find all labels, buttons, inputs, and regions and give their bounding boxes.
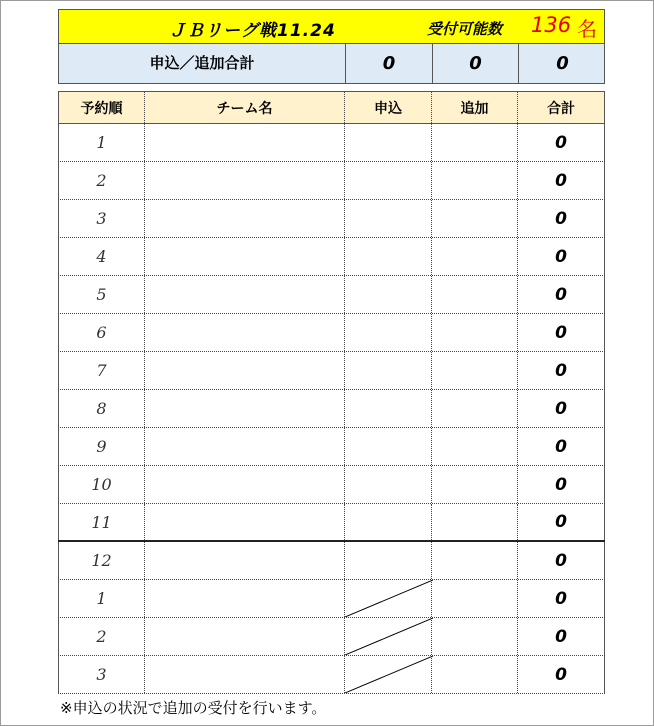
total-cell: 0: [518, 238, 605, 275]
add-cell[interactable]: [432, 580, 518, 617]
team-name-cell[interactable]: [145, 656, 345, 693]
add-cell[interactable]: [432, 352, 518, 389]
team-name-cell[interactable]: [145, 200, 345, 237]
add-cell[interactable]: [432, 200, 518, 237]
team-name-cell[interactable]: [145, 390, 345, 427]
apply-cell[interactable]: [345, 352, 432, 389]
order-cell: 1: [58, 580, 145, 617]
table-row: [58, 276, 605, 314]
order-cell: 3: [58, 656, 145, 693]
team-name-cell[interactable]: [145, 276, 345, 313]
table-row: [58, 162, 605, 200]
add-cell[interactable]: [432, 466, 518, 503]
order-cell: 11: [58, 504, 145, 540]
table-row: [58, 238, 605, 276]
apply-cell[interactable]: [345, 504, 432, 540]
footer-note: ※申込の状況で追加の受付を行います。: [60, 699, 327, 717]
apply-cell[interactable]: [345, 124, 432, 161]
team-name-cell[interactable]: [145, 314, 345, 351]
order-cell: 6: [58, 314, 145, 351]
apply-cell[interactable]: [345, 428, 432, 465]
table-row: [58, 504, 605, 542]
table-row: [58, 200, 605, 238]
order-cell: 10: [58, 466, 145, 503]
header-total: 合計: [518, 92, 605, 123]
table-body: [58, 124, 605, 694]
table-row: [58, 352, 605, 390]
table-row: [58, 390, 605, 428]
apply-cell[interactable]: [345, 238, 432, 275]
capacity-unit: 名: [577, 17, 597, 41]
add-cell[interactable]: [432, 428, 518, 465]
total-cell: 0: [518, 314, 605, 351]
disabled-slash: [345, 580, 433, 617]
totals-bar: [58, 44, 605, 84]
title-bar: [58, 9, 605, 44]
add-cell[interactable]: [432, 618, 518, 655]
team-name-cell[interactable]: [145, 618, 345, 655]
apply-cell[interactable]: [345, 390, 432, 427]
total-cell: 0: [518, 580, 605, 617]
team-name-cell[interactable]: [145, 542, 345, 579]
order-cell: 8: [58, 390, 145, 427]
capacity-label: 受付可能数: [427, 20, 503, 38]
total-apply: 0: [346, 44, 433, 83]
table-header-row: [58, 91, 605, 124]
add-cell[interactable]: [432, 124, 518, 161]
team-name-cell[interactable]: [145, 124, 345, 161]
team-name-cell[interactable]: [145, 428, 345, 465]
order-cell: 9: [58, 428, 145, 465]
add-cell[interactable]: [432, 276, 518, 313]
order-cell: 7: [58, 352, 145, 389]
capacity-value: 136: [531, 13, 572, 37]
team-name-cell[interactable]: [145, 504, 345, 540]
table-row: [58, 656, 605, 694]
total-cell: 0: [518, 504, 605, 540]
table-row: [58, 124, 605, 162]
total-cell: 0: [518, 428, 605, 465]
add-cell[interactable]: [432, 504, 518, 540]
order-cell: 12: [58, 542, 145, 579]
table-row: [58, 542, 605, 580]
add-cell[interactable]: [432, 390, 518, 427]
order-cell: 4: [58, 238, 145, 275]
order-cell: 2: [58, 162, 145, 199]
total-cell: 0: [518, 162, 605, 199]
total-cell: 0: [518, 352, 605, 389]
order-cell: 3: [58, 200, 145, 237]
disabled-slash: [345, 618, 433, 655]
apply-cell[interactable]: [345, 162, 432, 199]
team-name-cell[interactable]: [145, 352, 345, 389]
team-name-cell[interactable]: [145, 466, 345, 503]
header-add: 追加: [432, 92, 518, 123]
total-cell: 0: [518, 124, 605, 161]
order-cell: 1: [58, 124, 145, 161]
team-name-cell[interactable]: [145, 162, 345, 199]
table-row: [58, 466, 605, 504]
add-cell[interactable]: [432, 238, 518, 275]
total-cell: 0: [518, 276, 605, 313]
total-sum: 0: [556, 53, 569, 74]
add-cell[interactable]: [432, 656, 518, 693]
total-cell: 0: [518, 200, 605, 237]
add-cell[interactable]: [432, 162, 518, 199]
reservation-table: [58, 91, 605, 694]
add-cell[interactable]: [432, 314, 518, 351]
apply-cell[interactable]: [345, 200, 432, 237]
apply-cell[interactable]: [345, 276, 432, 313]
total-cell: 0: [518, 542, 605, 579]
order-cell: 2: [58, 618, 145, 655]
header-team: チーム名: [145, 92, 345, 123]
table-row: [58, 580, 605, 618]
header-order: 予約順: [58, 92, 145, 123]
total-cell: 0: [518, 656, 605, 693]
apply-cell[interactable]: [345, 466, 432, 503]
apply-cell[interactable]: [345, 542, 432, 579]
total-cell: 0: [518, 390, 605, 427]
table-row: [58, 428, 605, 466]
table-row: [58, 314, 605, 352]
team-name-cell[interactable]: [145, 238, 345, 275]
team-name-cell[interactable]: [145, 580, 345, 617]
header-apply: 申込: [345, 92, 432, 123]
disabled-slash: [345, 656, 433, 693]
apply-cell[interactable]: [345, 314, 432, 351]
totals-label: 申込／追加合計: [59, 44, 346, 83]
table-row: [58, 618, 605, 656]
total-cell: 0: [518, 618, 605, 655]
total-add: 0: [433, 44, 519, 83]
event-title: ＪＢリーグ戦11.24: [169, 21, 336, 41]
order-cell: 5: [58, 276, 145, 313]
total-cell: 0: [518, 466, 605, 503]
add-cell[interactable]: [432, 542, 518, 579]
